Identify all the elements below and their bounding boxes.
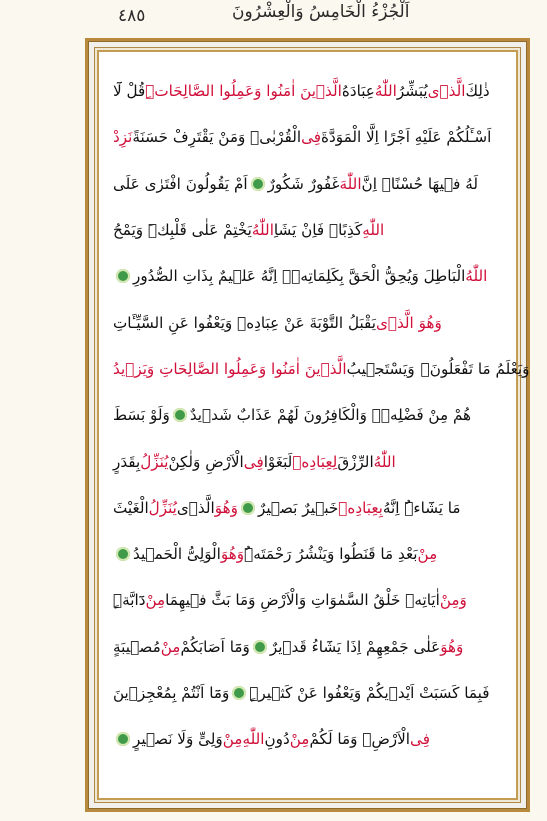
verse-text: بَعْدِ مَا قَنَطُوا وَيَنْشُرُ رَحْمَتَهُۜ (244, 545, 418, 564)
page-header (0, 0, 547, 38)
verse-line (109, 68, 506, 114)
verse-line (109, 485, 506, 531)
page-frame-inner (97, 50, 530, 800)
verse-text: اَمْ يَقُولُونَ افْتَرٰى عَلَى (113, 174, 248, 193)
highlighted-word: اللّٰهُ (374, 82, 397, 101)
verse-text: وَلِىٍّ وَلَا نَص۪يرٍ (133, 730, 223, 749)
ayah-marker-icon (173, 408, 187, 422)
verse-text: الْبَاطِلَ وَيُحِقُّ الْحَقَّ بِكَلِمَاتِه۪ۜ اِنَّهُ عَل۪يمٌ بِذَاتِ الصُّدُورِ (133, 267, 466, 286)
verse-line (109, 716, 506, 762)
verse-line (109, 577, 506, 623)
verse-text: الْغَيْثَ (113, 498, 149, 517)
highlighted-word: مِنْ (145, 591, 166, 610)
highlighted-word: اللّٰهُ (373, 452, 396, 471)
verse-text: غَفُورٌ شَكُورٌ (267, 174, 340, 193)
ayah-marker-icon (116, 732, 130, 746)
verse-text: الَّذ۪ى (176, 498, 215, 517)
verse-text: عِبَادَهُ (341, 82, 375, 101)
verse-text: يَخْتِمْ عَلٰى قَلْبِكَۜ وَيَمْحُ (113, 221, 252, 240)
highlighted-word: مِنْ (222, 730, 243, 749)
verse-line (109, 670, 506, 716)
juz-title: اَلْجُزْءُ الْخَامِسُ وَالْعِشْرُونَ (232, 2, 410, 22)
verse-line (109, 531, 506, 577)
page-number: ٤٨٥ (118, 6, 146, 26)
verse-text: يَقْبَلُ التَّوْبَةَ عَنْ عِبَادِه۪ وَيَعْفُوا عَنِ السَّيِّـَٔاتِ (113, 313, 376, 332)
highlighted-word: فِى (301, 128, 321, 147)
verse-text: مُص۪يبَةٍ (113, 637, 161, 656)
highlighted-word: فِى (410, 730, 430, 749)
verse-text: اٰيَاتِه۪ خَلْقُ السَّمٰوَاتِ وَالْاَرْضِ وَمَا بَثَّ ف۪يهِمَا (165, 591, 440, 610)
highlighted-word: الَّذ۪ينَ اٰمَنُوا وَعَمِلُوا الصَّالِحَاتِ وَيَز۪يدُ (113, 359, 347, 378)
verse-text: يُبَشِّرُ (396, 82, 428, 101)
highlighted-word: وَهُوَ (214, 498, 238, 517)
verse-text: وَلَوْ بَسَطَ (113, 406, 170, 425)
verse-text: وَمَٓا اَنْتُمْ بِمُعْجِز۪ينَ (113, 684, 230, 702)
verse-line (109, 392, 506, 438)
verse-text: لَبَغَوْا (263, 452, 293, 471)
highlighted-word: يُنَزِّلُ (148, 498, 177, 517)
highlighted-word: لِعِبَادِه۪ (292, 452, 338, 471)
highlighted-word: بِعِبَادِه۪ (338, 498, 383, 517)
verse-text: هُمْ مِنْ فَضْلِه۪ۜ وَالْكَافِرُونَ لَهُمْ عَذَابٌ شَد۪يدٌ (189, 406, 472, 425)
verse-text: بِقَدَرٍ (113, 452, 141, 471)
highlighted-word: يُنَزِّلُ (140, 452, 169, 471)
highlighted-word: اللّٰهِ (362, 221, 385, 240)
verse-text: وَيَعْلَمُ مَا تَفْعَلُونَۙ (420, 359, 530, 378)
highlighted-word: فِى (243, 452, 264, 471)
verse-text: مَا يَشَٓاءُۜ اِنَّهُ (382, 498, 461, 517)
ayah-marker-icon (116, 269, 130, 283)
verse-line (109, 438, 506, 484)
verse-text: عَلٰى جَمْعِهِمْ اِذَا يَشَٓاءُ قَد۪يرٌ (269, 637, 441, 656)
verse-text: الرِّزْقَ (337, 452, 374, 471)
verse-text: الْقُرْبٰىۜ وَمَنْ يَقْتَرِفْ حَسَنَةً (132, 128, 302, 147)
verse-text: ذٰلِكَ (465, 82, 490, 101)
highlighted-word: اللّٰهُ (251, 221, 274, 240)
highlighted-word: وَهُوَ (440, 637, 464, 656)
verse-line (109, 624, 506, 670)
verse-line (109, 299, 506, 345)
verse-line (109, 114, 506, 160)
quran-text-block (109, 68, 530, 788)
highlighted-word: وَهُوَ (220, 545, 245, 564)
ayah-marker-icon (232, 686, 246, 700)
highlighted-word: مِنْ (160, 637, 181, 656)
highlighted-word: الَّذ۪ينَ اٰمَنُوا وَعَمِلُوا الصَّالِحَاتِۜ (145, 82, 342, 101)
verse-text: الْاَرْضِۚ وَمَا لَكُمْ (309, 730, 411, 749)
page-frame (85, 38, 530, 812)
highlighted-word: اللّٰهُ (465, 267, 488, 286)
ayah-marker-icon (253, 640, 267, 654)
verse-text: لَهُ ف۪يهَا حُسْنًاۜ اِنَّ (361, 174, 479, 193)
verse-line (109, 346, 530, 392)
highlighted-word: نَزِدْ (113, 128, 133, 147)
verse-text: الْوَلِىُّ الْحَم۪يدُ (133, 545, 221, 564)
verse-line (109, 161, 506, 207)
highlighted-word: اللّٰهِ (242, 730, 265, 749)
verse-line (109, 207, 506, 253)
verse-text: اَسْـَٔلُكُمْ عَلَيْهِ اَجْرًا اِلَّا الْمَوَدَّةَ (321, 128, 492, 147)
highlighted-word: مِنْ (289, 730, 310, 749)
verse-line (109, 253, 506, 299)
ayah-marker-icon (241, 501, 255, 515)
verse-text: وَمَٓا اَصَابَكُمْ (180, 637, 250, 656)
ayah-marker-icon (251, 177, 265, 191)
verse-text: دَٓابَّةٍۜ (113, 591, 146, 610)
highlighted-word: وَمِنْ (439, 591, 467, 610)
highlighted-word: الَّذ۪ى (427, 82, 466, 101)
ayah-marker-icon (116, 547, 130, 561)
verse-text: خَب۪يرٌ بَص۪يرٌ (257, 498, 339, 517)
verse-text: كَذِبًاۚ فَاِنْ يَشَاِ (273, 221, 363, 240)
verse-text: فَبِمَا كَسَبَتْ اَيْد۪يكُمْ وَيَعْفُوا عَنْ كَث۪يرٍۜ (249, 684, 490, 702)
verse-text: الْاَرْضِ وَلٰكِنْ (168, 452, 244, 471)
verse-text: دُونِ (264, 730, 290, 749)
verse-text: قُلْ لَٓا (113, 82, 146, 101)
verse-text: وَيَسْتَج۪يبُ (346, 359, 415, 378)
highlighted-word: اللّٰهَ (339, 174, 362, 193)
highlighted-word: مِنْ (417, 545, 438, 564)
highlighted-word: وَهُوَ الَّذ۪ى (375, 313, 442, 332)
